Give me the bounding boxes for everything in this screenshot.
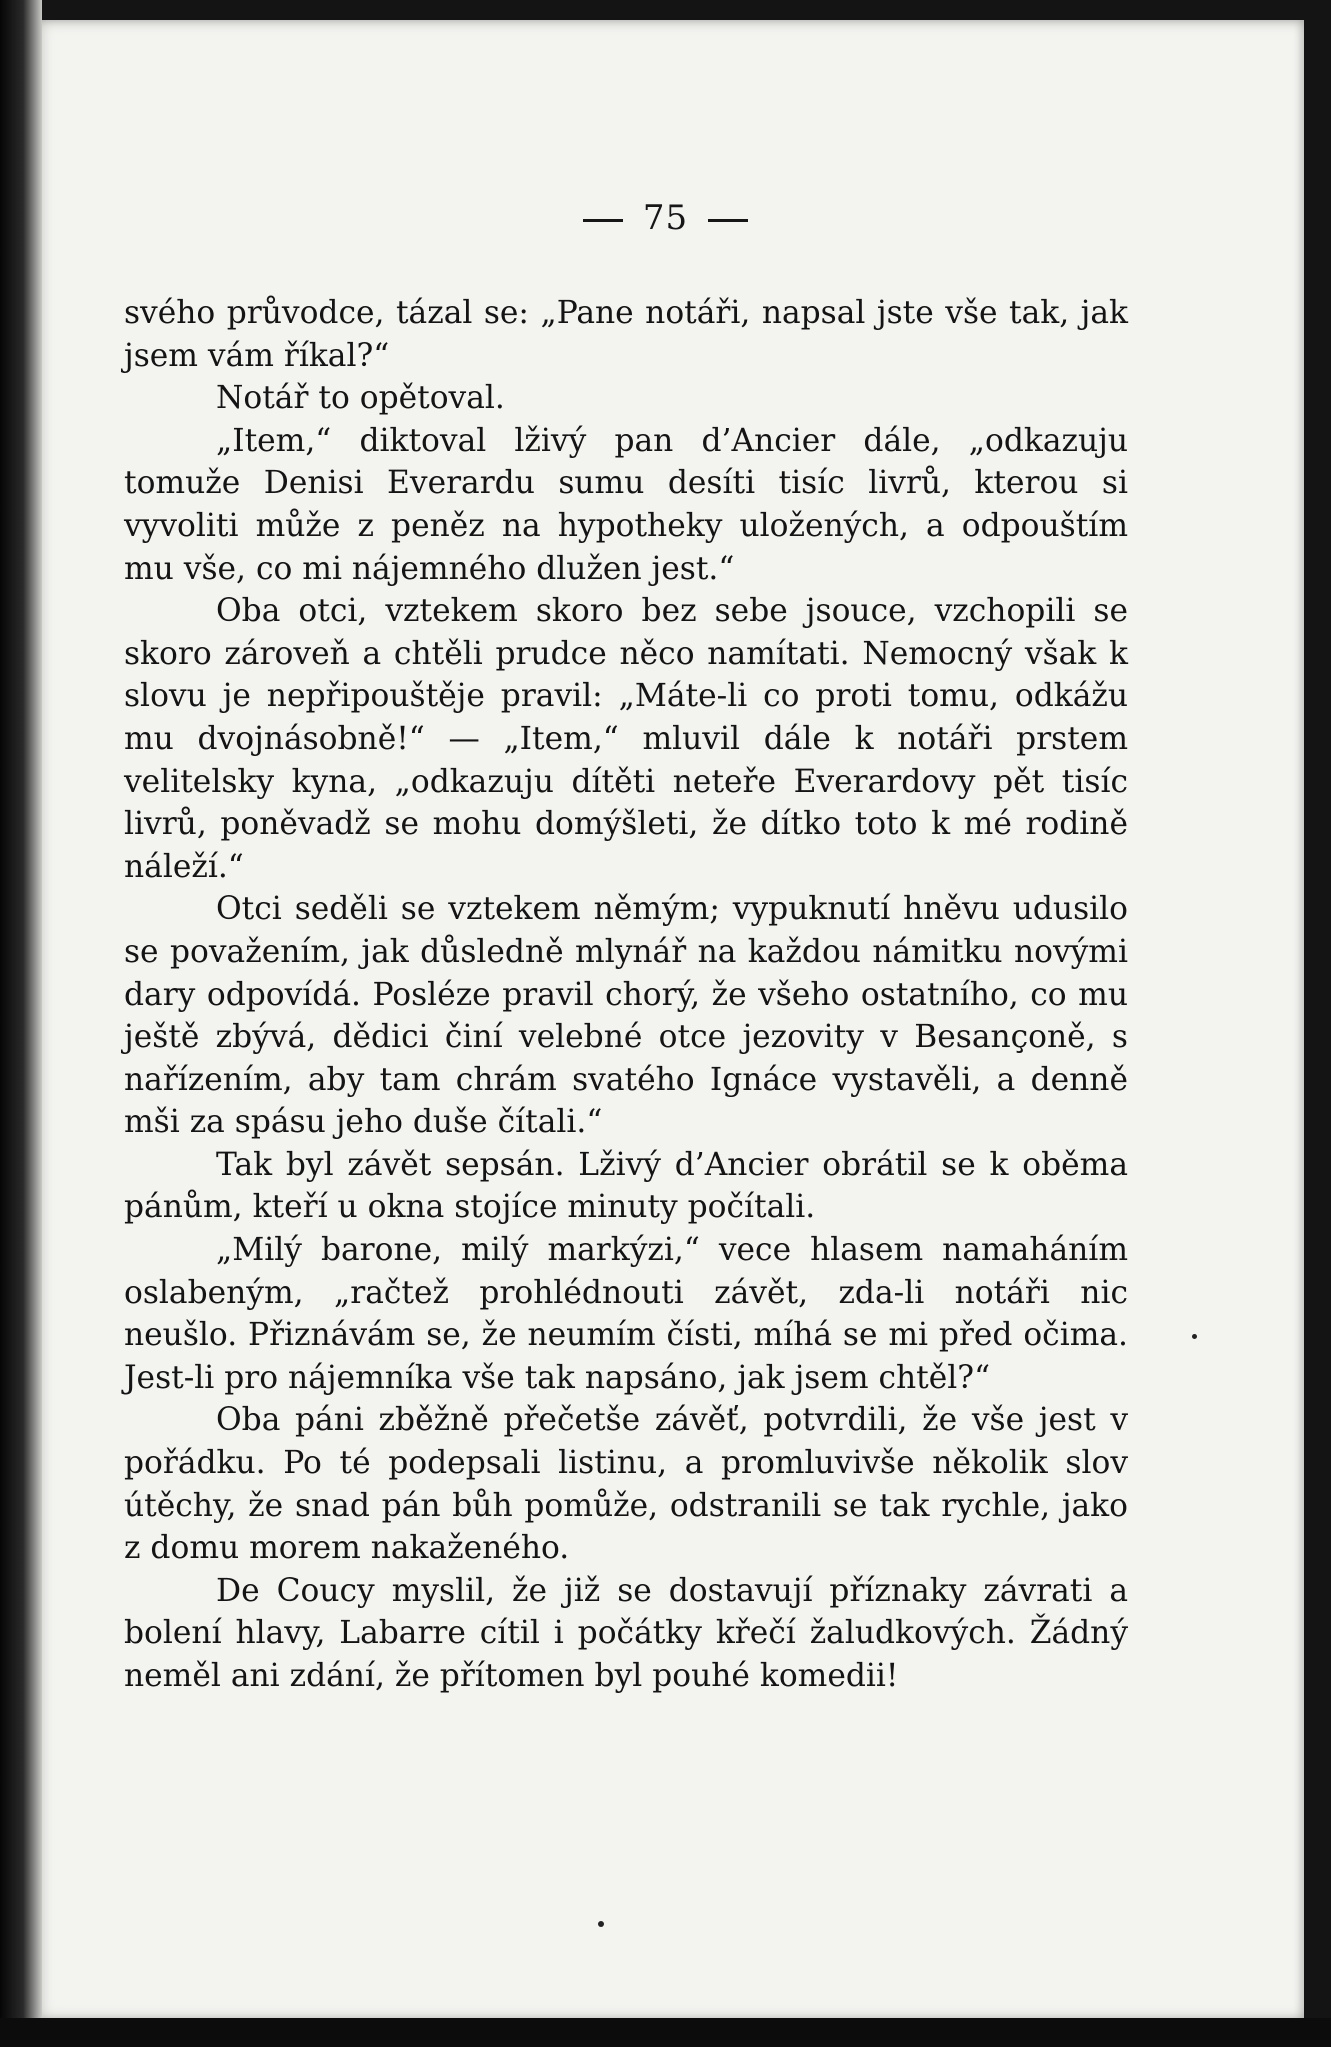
header-dash-right	[708, 219, 748, 222]
header-dash-left	[583, 219, 623, 222]
paragraph-2: Notář to opětoval.	[216, 380, 505, 417]
paragraph-1: svého průvodce, tázal se: „Pane notáři, napsal jste vše tak, jak jsem vám říkal?“	[124, 295, 1128, 374]
paragraph-6: Tak byl závět sepsán. Lživý d’Ancier obrátil se k oběma pánům, kteří u okna stojíce minuty počítali.	[124, 1146, 1128, 1226]
page-number: 75	[642, 198, 689, 238]
scan-bottom-edge	[0, 2018, 1331, 2047]
paragraph-7: „Milý barone, milý markýzi,“ vece hlasem namaháním oslabeným, „račtež prohlédnouti závět, zda-li notáři nic neušlo. Přiznávám se, že neumím čísti, míhá se mi před očima. Jest-li pro nájemníka vše tak napsáno, jak jsem chtěl?“	[124, 1232, 1128, 1396]
paragraph-4: Oba otci, vztekem skoro bez sebe jsouce, vzchopili se skoro zároveň a chtěli prudce něco namítati. Nemocný však k slovu je nepřipouštěje pravil: „Máte-li co proti tomu, odkážu mu dvojnásobně!“ — „Item,“ mluvil dále k notáři prstem velitelsky kyna, „odkazuju dítěti neteře Everardovy pět tisíc livrů, poněvadž se mohu domýšleti, že dítko toto k mé rodině náleží.“	[124, 593, 1128, 885]
paragraph-8: Oba páni zběžně přečetše závěť, potvrdili, že vše jest v pořádku. Po té podepsali listinu, a promluvivše několik slov útěchy, že snad pán bůh pomůže, odstranili se tak rychle, jako z domu morem nakaženého.	[124, 1402, 1128, 1567]
page-header	[0, 198, 1331, 238]
paper-speck	[1192, 1334, 1197, 1339]
page-binding-edge	[0, 0, 42, 2047]
paper-speck	[598, 1921, 604, 1927]
paragraph-9: De Coucy myslil, že již se dostavují příznaky závrati a bolení hlavy, Labarre cítil i počátky křečí žaludkových. Žádný neměl ani zdání, že přítomen byl pouhé komedii!	[124, 1572, 1128, 1694]
paragraph-5: Otci seděli se vztekem němým; vypuknutí hněvu udusilo se považením, jak důsledně mlynář na každou námitku novými dary odpovídá. Posléze pravil chorý, že všeho ostatního, co mu ještě zbývá, dědici činí velebné otce jezovity v Besançoně, s nařízením, aby tam chrám svatého Ignáce vystavěli, a denně mši za spásu jeho duše čítali.“	[124, 891, 1128, 1141]
paragraph-3: „Item,“ diktoval lživý pan d’Ancier dále, „odkazuju tomuže Denisi Everardu sumu desíti tisíc livrů, kterou si vyvoliti může z peněz na hypotheky uložených, a odpouštím mu vše, co mi nájemného dlužen jest.“	[124, 422, 1128, 587]
page-body	[124, 292, 1128, 1698]
